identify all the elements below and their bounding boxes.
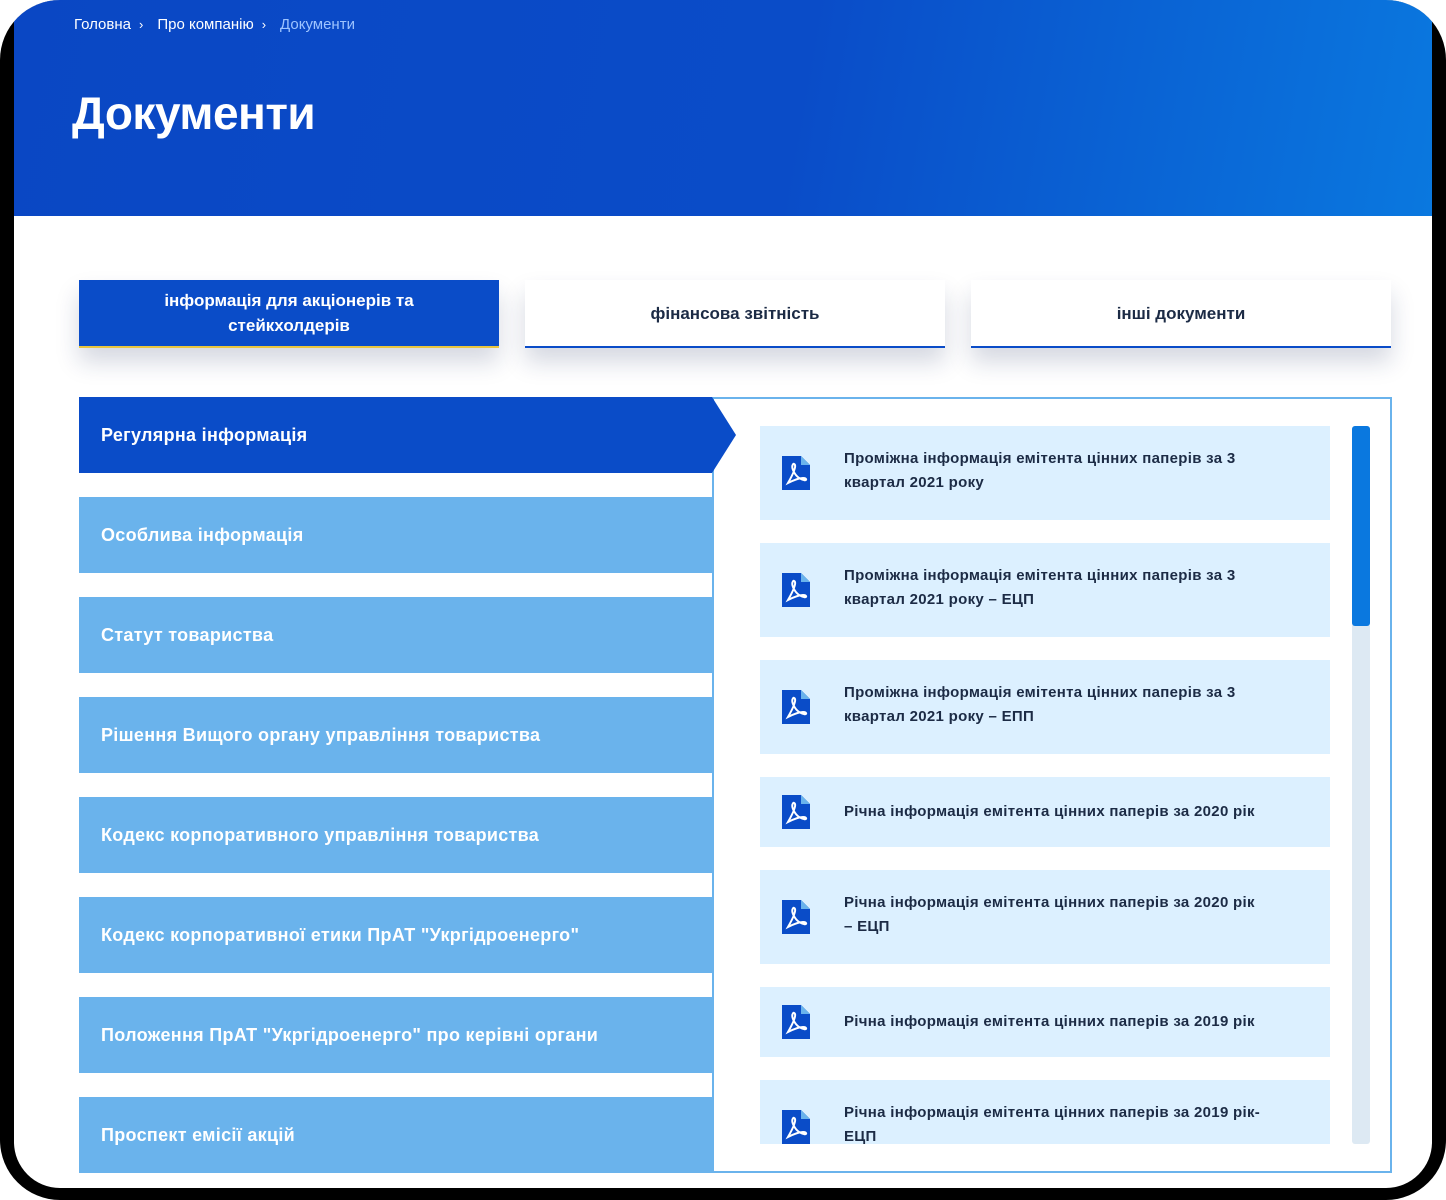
chevron-right-icon: › xyxy=(139,17,144,32)
document-title xyxy=(844,891,1306,939)
tab-label-line2: стейкхолдерів xyxy=(228,316,350,335)
breadcrumb-current: Документи xyxy=(280,16,355,33)
screen xyxy=(14,0,1432,1188)
document-title-line: квартал 2021 року xyxy=(844,474,985,491)
tab-label-line1: інформація для акціонерів та xyxy=(164,291,414,310)
pdf-icon xyxy=(782,795,810,829)
category-special-info[interactable] xyxy=(79,497,712,573)
document-title xyxy=(844,1101,1306,1144)
category-supreme-body-decisions[interactable] xyxy=(79,697,712,773)
document-title xyxy=(844,447,1306,495)
document-title-line: – ЕЦП xyxy=(844,918,890,935)
chevron-right-icon: › xyxy=(261,17,267,32)
document-title-line: квартал 2021 року – ЕПП xyxy=(844,708,1035,725)
document-title-line: Річна інформація емітента цінних паперів за 2019 рік xyxy=(844,1013,1255,1030)
document-item[interactable] xyxy=(760,987,1330,1057)
pdf-icon xyxy=(782,1110,810,1144)
tab-label: інші документи xyxy=(1116,303,1246,323)
category-corporate-governance-code[interactable] xyxy=(79,797,712,873)
pdf-icon xyxy=(782,573,810,607)
breadcrumb-about[interactable]: Про компанію xyxy=(157,16,254,33)
pdf-icon xyxy=(782,690,810,724)
breadcrumb xyxy=(74,16,355,33)
document-title-line: Проміжна інформація емітента цінних паперів за 3 xyxy=(844,684,1236,701)
document-title xyxy=(844,1010,1306,1034)
category-label: Рішення Вищого органу управління товариства xyxy=(101,724,541,745)
category-label: Проспект емісії акцій xyxy=(101,1124,296,1145)
category-label: Положення ПрАТ "Укргідроенерго" про керівні органи xyxy=(101,1024,599,1045)
document-list xyxy=(760,426,1330,1144)
document-item[interactable] xyxy=(760,543,1330,637)
tab-shareholders-info[interactable] xyxy=(79,280,499,348)
scrollbar-thumb[interactable] xyxy=(1352,426,1370,626)
category-label: Регулярна інформація xyxy=(101,424,308,445)
document-title-line: квартал 2021 року – ЕЦП xyxy=(844,591,1035,608)
category-governing-bodies-regulation[interactable] xyxy=(79,997,712,1073)
document-item[interactable] xyxy=(760,660,1330,754)
document-title xyxy=(844,564,1306,612)
document-title-line: Проміжна інформація емітента цінних паперів за 3 xyxy=(844,567,1236,584)
category-share-issue-prospectus[interactable] xyxy=(79,1097,712,1173)
pdf-icon xyxy=(782,456,810,490)
category-regular-info[interactable] xyxy=(79,397,712,473)
document-item[interactable] xyxy=(760,870,1330,964)
tab-other-documents[interactable] xyxy=(971,280,1391,348)
category-label: Кодекс корпоративного управління товариства xyxy=(101,824,540,845)
tab-financial-reports[interactable] xyxy=(525,280,945,348)
document-item[interactable] xyxy=(760,777,1330,847)
page-header xyxy=(14,0,1432,216)
category-label: Кодекс корпоративної етики ПрАТ "Укргідроенерго" xyxy=(101,924,580,945)
document-title xyxy=(844,800,1306,824)
document-title-line: Проміжна інформація емітента цінних паперів за 3 xyxy=(844,450,1236,467)
page-title: Документи xyxy=(72,87,316,139)
tab-label: фінансова звітність xyxy=(650,303,820,323)
document-title xyxy=(844,681,1306,729)
document-item[interactable] xyxy=(760,1080,1330,1144)
pdf-icon xyxy=(782,1005,810,1039)
document-title-line: ЕЦП xyxy=(844,1128,877,1144)
document-title-line: Річна інформація емітента цінних паперів за 2020 рік xyxy=(844,894,1255,911)
active-category-arrow xyxy=(712,397,736,473)
document-item[interactable] xyxy=(760,426,1330,520)
category-label: Особлива інформація xyxy=(101,524,304,545)
document-title-line: Річна інформація емітента цінних паперів за 2019 рік- xyxy=(844,1104,1261,1121)
pdf-icon xyxy=(782,900,810,934)
category-corporate-ethics-code[interactable] xyxy=(79,897,712,973)
category-label: Статут товариства xyxy=(101,624,274,645)
breadcrumb-home[interactable]: Головна xyxy=(74,16,131,33)
category-charter[interactable] xyxy=(79,597,712,673)
document-title-line: Річна інформація емітента цінних паперів за 2020 рік xyxy=(844,803,1255,820)
